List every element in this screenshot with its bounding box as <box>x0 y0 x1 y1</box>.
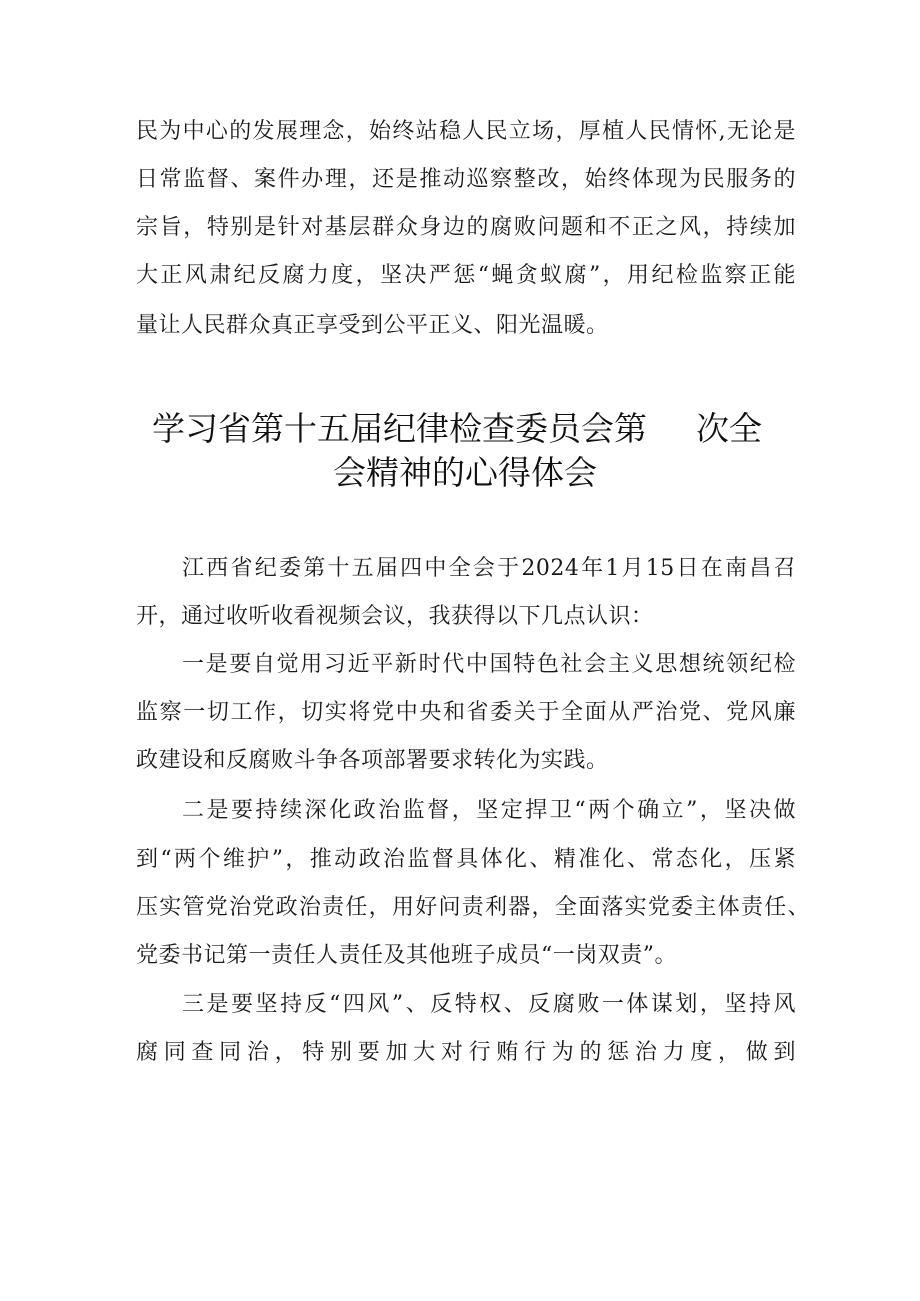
paragraph-3-line-1: 二是要持续深化政治监督，坚定捍卫“两个确立”，坚决做 <box>182 798 796 823</box>
intro-line-5: 量让人民群众真正享受到公平正义、阳光温暖。 <box>136 313 609 338</box>
intro-line-2: 日常监督、案件办理，还是推动巡察整改，始终体现为民服务的 <box>136 167 796 192</box>
paragraph-3-line-2: 到“两个维护”，推动政治监督具体化、精准化、常态化，压紧 <box>136 847 796 872</box>
paragraph-4-line-2: 腐同查同治，特别要加大对行贿行为的惩治力度，做到 <box>136 1040 796 1065</box>
page-title-line2: 会精神的心得体会 <box>333 453 597 492</box>
page-title-part2: 次全 <box>696 409 762 448</box>
paragraph-2-line-2: 监察一切工作，切实将党中央和省委关于全面从严治党、党风廉 <box>136 700 796 725</box>
intro-line-1: 民为中心的发展理念，始终站稳人民立场，厚植人民情怀,无论是 <box>136 119 796 144</box>
paragraph-2-line-1: 一是要自觉用习近平新时代中国特色社会主义思想统领纪检 <box>182 652 796 677</box>
intro-line-4: 大正风肃纪反腐力度，坚决严惩“蝇贪蚁腐”，用纪检监察正能 <box>136 263 796 288</box>
paragraph-4-line-1: 三是要坚持反“四风”、反特权、反腐败一体谋划，坚持风 <box>182 992 796 1017</box>
intro-line-3: 宗旨，特别是针对基层群众身边的腐败问题和不正之风，持续加 <box>136 215 796 240</box>
page-title-part1: 学习省第十五届纪律检查委员会第 <box>152 409 647 448</box>
paragraph-3-line-3: 压实管党治党政治责任，用好问责利器，全面落实党委主体责任、 <box>136 895 810 920</box>
paragraph-2-line-3: 政建设和反腐败斗争各项部署要求转化为实践。 <box>136 748 609 773</box>
paragraph-3-line-4: 党委书记第一责任人责任及其他班子成员“一岗双责”。 <box>136 943 677 968</box>
paragraph-1-line-2: 开，通过收听收看视频会议，我获得以下几点认识： <box>136 604 654 629</box>
paragraph-1-line-1: 江西省纪委第十五届四中全会于2024年1月15日在南昌召 <box>182 556 796 581</box>
